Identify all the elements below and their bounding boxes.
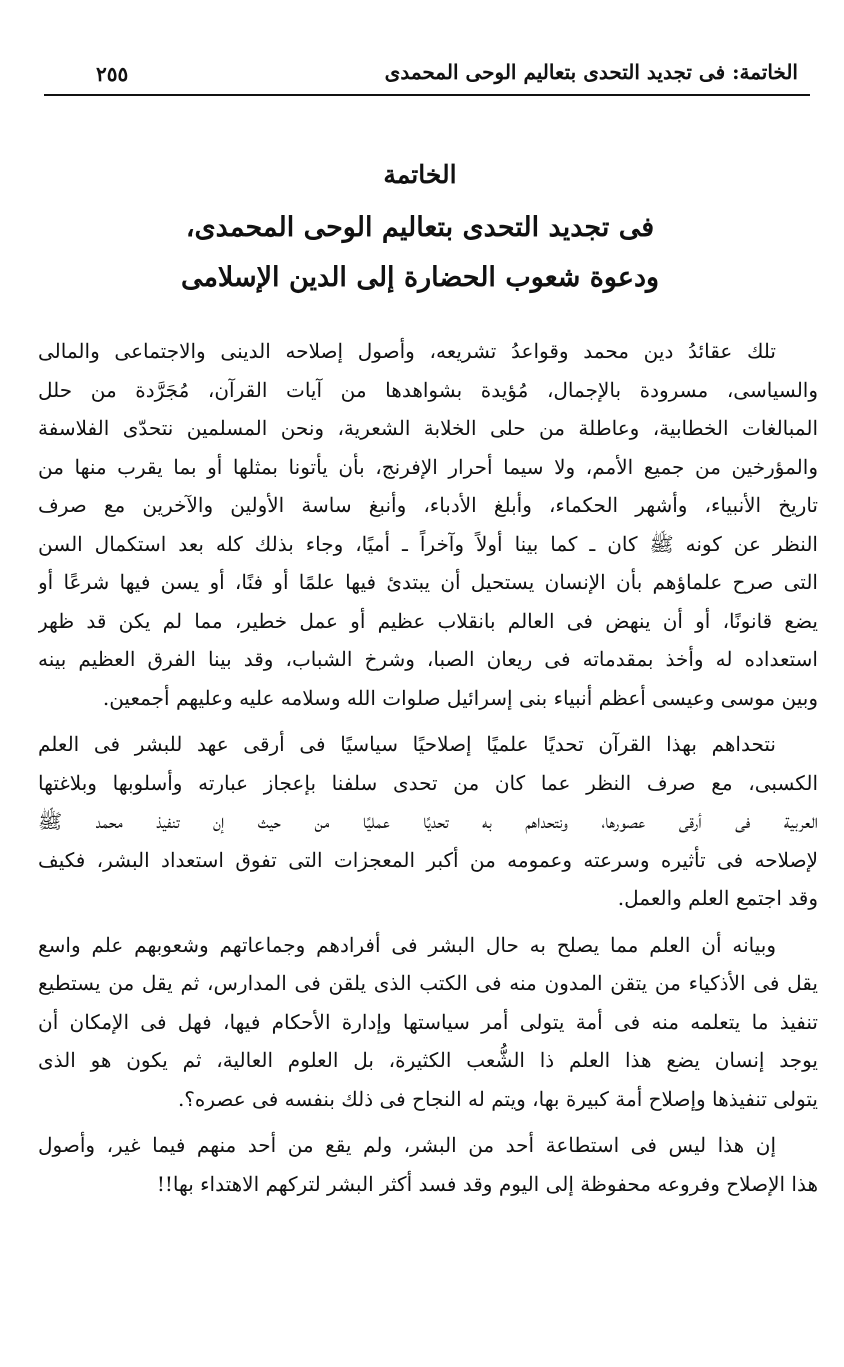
page-number: ٢٥٥ xyxy=(96,62,129,86)
text-line: تنفيذ ما يتعلمه منه فى أمة يتولى أمر سياستها وإدارة الأحكام فيها، فهل فى الإمكان أن xyxy=(38,1009,818,1034)
paragraph xyxy=(38,332,818,717)
text-line: يتولى تنفيذها وإصلاح أمة كبيرة بها، ويتم له النجاح فى ذلك بنفسه فى عصره؟. xyxy=(177,1086,818,1111)
text-line: والسياسى، مسرودة بالإجمال، مُؤيدة بشواهدها من آيات القرآن، مُجَرَّدة من حلل xyxy=(38,377,818,402)
text-line: هذا الإصلاح وفروعه محفوظة إلى اليوم وقد فسد أكثر البشر لتركهم الاهتداء بها!! xyxy=(156,1171,818,1196)
text-line: يوجد إنسان يضع هذا العلم ذا الشُّعب الكثيرة، بل العلوم العالية، ثم يكون هو الذى xyxy=(38,1048,818,1072)
paragraph xyxy=(38,926,818,1119)
text-line: وبين موسى وعيسى أعظم أنبياء بنى إسرائيل صلوات الله وسلامه عليه وعليهم أجمعين. xyxy=(102,685,818,710)
text-line: العربية فى أرقى عصورها، ونتحداهم به تحديًا عمليًا من حيث إن تنفيذ محمد ﷺ xyxy=(38,809,818,833)
text-line: وبيانه أن العلم مما يصلح به حال البشر فى أفرادهم وجماعاتهم وشعوبهم علم واسع xyxy=(38,932,776,957)
text-line: المبالغات الخطابية، وعاطلة من حلى الخلابة الشعرية، ونحن المسلمين نتحدّى الفلاسفة xyxy=(38,416,818,440)
chapter-subtitle-line-2: ودعوة شعوب الحضارة إلى الدين الإسلامى xyxy=(180,262,660,293)
text-line: التى صرح علماؤهم بأن الإنسان يستحيل أن يبتدئ فيها علمًا أو فنًا، أو يسن فيها شرعًا أو xyxy=(38,570,818,594)
text-line: إن هذا ليس فى استطاعة أحد من البشر، ولم يقع من أحد منهم فيما غير، وأصول xyxy=(38,1133,776,1157)
paragraph xyxy=(38,725,818,918)
text-line: وقد اجتمع العلم والعمل. xyxy=(617,886,818,910)
text-line: نتحداهم بهذا القرآن تحديًا علميًا إصلاحيًا سياسيًا فى أرقى عهد للبشر فى العلم xyxy=(38,732,776,756)
text-line: يضع قانونًا، أو أن ينهض فى العالم بانقلاب عظيم أو عمل خطير، مما لم يكن قد ظهر xyxy=(38,608,818,633)
text-line: والمؤرخين من جميع الأمم، ولا سيما أحرار الإفرنج، بأن يأتونا بمثلها أو بما يقرب منها من xyxy=(38,454,818,479)
chapter-title: الخاتمة xyxy=(383,160,457,189)
running-header xyxy=(44,58,810,96)
running-title: الخاتمة: فى تجديد التحدى بتعاليم الوحى المحمدى xyxy=(384,60,798,84)
text-line: تلك عقائدُ دين محمد وقواعدُ تشريعه، وأصول إصلاحه الدينى والاجتماعى والمالى xyxy=(38,339,776,363)
paragraph xyxy=(38,1126,818,1203)
body-text xyxy=(38,332,818,1203)
chapter-subtitle-line-1: فى تجديد التحدى بتعاليم الوحى المحمدى، xyxy=(185,212,655,243)
text-line: تاريخ الأنبياء، وأشهر الحكماء، وأبلغ الأدباء، وأنبغ ساسة الأولين والآخرين مع صرف xyxy=(38,493,818,517)
text-line: النظر عن كونه ﷺ كان ـ كما بينا أولاً وآخراً ـ أميًا، وجاء بذلك كله بعد استكمال السن xyxy=(38,531,818,556)
text-line: يقل فى الأذكياء من يتقن المدون منه فى الكتب الذى يلقن فى المدارس، ثم يقل من يستطيع xyxy=(38,971,818,995)
text-line: الكسبى، مع صرف النظر عما كان من تحدى سلفنا بإعجاز عبارته وأسلوبها وبلاغتها xyxy=(38,770,818,795)
text-line: استعداده له وأخذ بمقدماته فى ريعان الصبا، وشرخ الشباب، وقد بينا الفرق العظيم بينه xyxy=(38,647,818,671)
text-line: لإصلاحه فى تأثيره وسرعته وعمومه من أكبر المعجزات التى تفوق استعداد البشر، فكيف xyxy=(38,847,818,872)
